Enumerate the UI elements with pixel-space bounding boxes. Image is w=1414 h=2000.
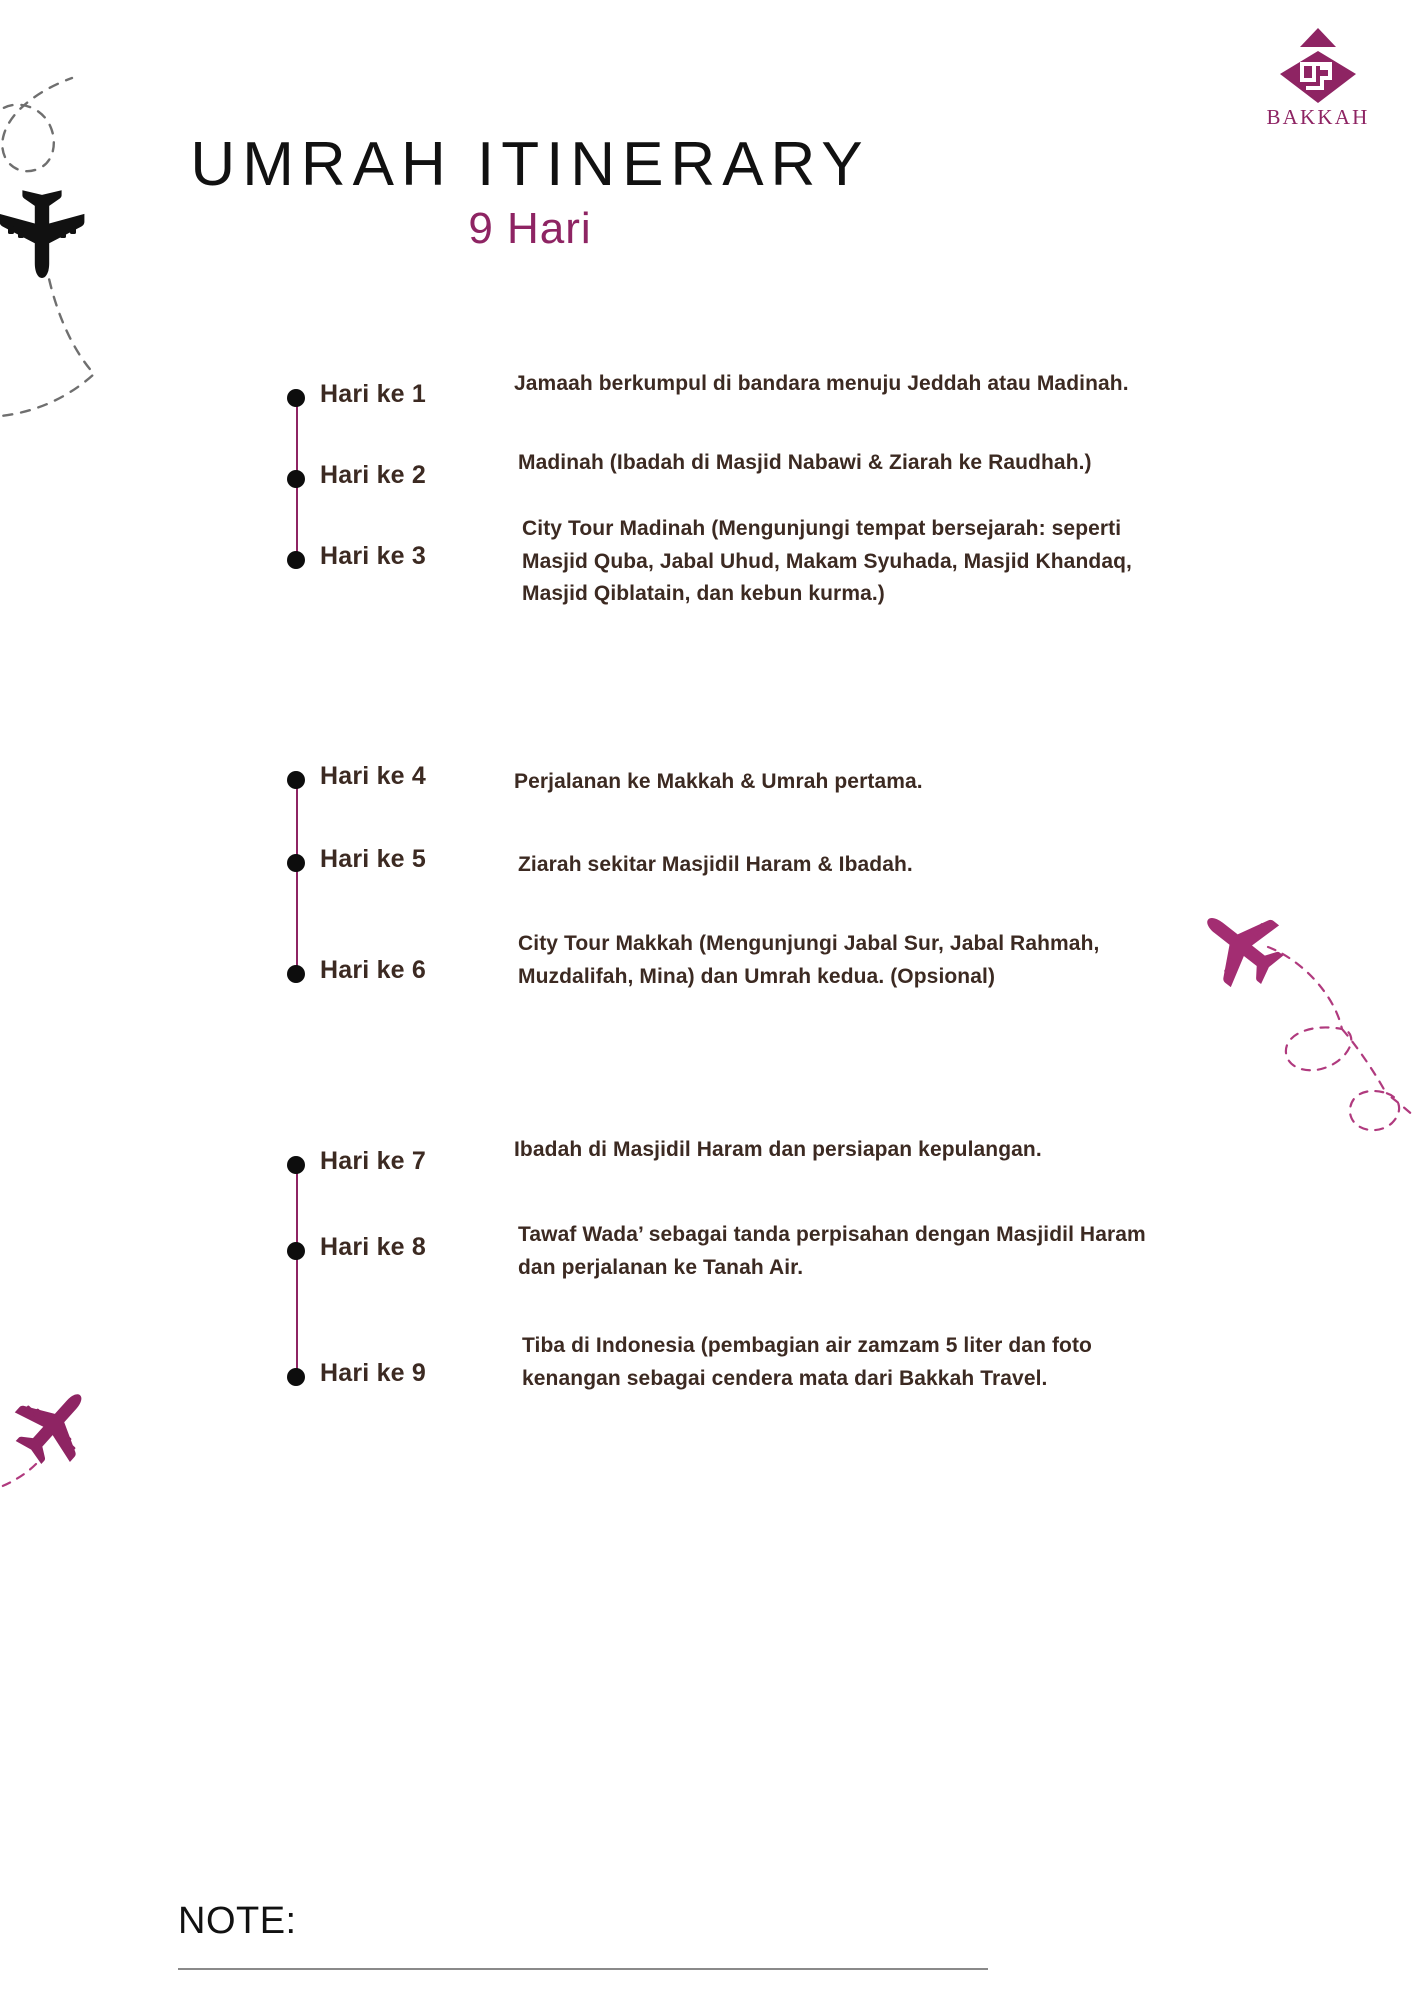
timeline-day-label: Hari ke 7 <box>320 1147 427 1175</box>
timeline-dot-icon <box>287 771 305 789</box>
brand-wordmark: BAKKAH <box>1266 105 1370 129</box>
timeline-dot-icon <box>287 551 305 569</box>
timeline-day-description: Madinah (Ibadah di Masjid Nabawi & Ziarah ke Raudhah.) <box>518 451 1092 474</box>
timeline-day-description: Perjalanan ke Makkah & Umrah pertama. <box>514 770 923 793</box>
timeline-day-label: Hari ke 5 <box>320 845 427 873</box>
note-label: NOTE: <box>178 1900 297 1942</box>
timeline-dot-icon <box>287 389 305 407</box>
timeline-dot-icon <box>287 470 305 488</box>
note-section <box>178 1902 998 1970</box>
timeline-connector <box>296 780 298 974</box>
timeline-day-description: Tiba di Indonesia (pembagian air zamzam 5 liter dan foto kenangan sebagai cendera mata dari Bakkah Travel. <box>522 1334 1092 1390</box>
timeline-day-label: Hari ke 9 <box>320 1359 427 1387</box>
timeline-day-description: Tawaf Wada’ sebagai tanda perpisahan dengan Masjidil Haram dan perjalanan ke Tanah Air. <box>518 1223 1146 1279</box>
timeline-day-description: City Tour Madinah (Mengunjungi tempat bersejarah: seperti Masjid Quba, Jabal Uhud, Makam Syuhada, Masjid Khandaq, Masjid Qiblatain, dan kebun kurma.) <box>522 517 1132 606</box>
timeline-day-description: City Tour Makkah (Mengunjungi Jabal Sur, Jabal Rahmah, Muzdalifah, Mina) dan Umrah kedua. (Opsional) <box>518 932 1100 988</box>
timeline-day-label: Hari ke 8 <box>320 1233 427 1261</box>
timeline-dot-icon <box>287 1368 305 1386</box>
timeline-day-label: Hari ke 3 <box>320 542 427 570</box>
timeline-day-label: Hari ke 4 <box>320 762 427 790</box>
timeline-day-description: Ziarah sekitar Masjidil Haram & Ibadah. <box>518 853 913 876</box>
timeline-connector <box>296 1165 298 1377</box>
note-divider <box>178 1968 988 1970</box>
timeline-dot-icon <box>287 965 305 983</box>
timeline-dot-icon <box>287 854 305 872</box>
timeline-dot-icon <box>287 1156 305 1174</box>
timeline-day-description: Jamaah berkumpul di bandara menuju Jeddah atau Madinah. <box>514 372 1129 395</box>
page-subtitle: 9 Hari <box>468 204 592 254</box>
timeline-day-label: Hari ke 6 <box>320 956 427 984</box>
page-title: UMRAH ITINERARY <box>190 130 870 199</box>
timeline-dot-icon <box>287 1242 305 1260</box>
timeline-day-label: Hari ke 2 <box>320 461 427 489</box>
timeline-day-label: Hari ke 1 <box>320 380 427 408</box>
timeline-day-description: Ibadah di Masjidil Haram dan persiapan kepulangan. <box>514 1138 1042 1161</box>
